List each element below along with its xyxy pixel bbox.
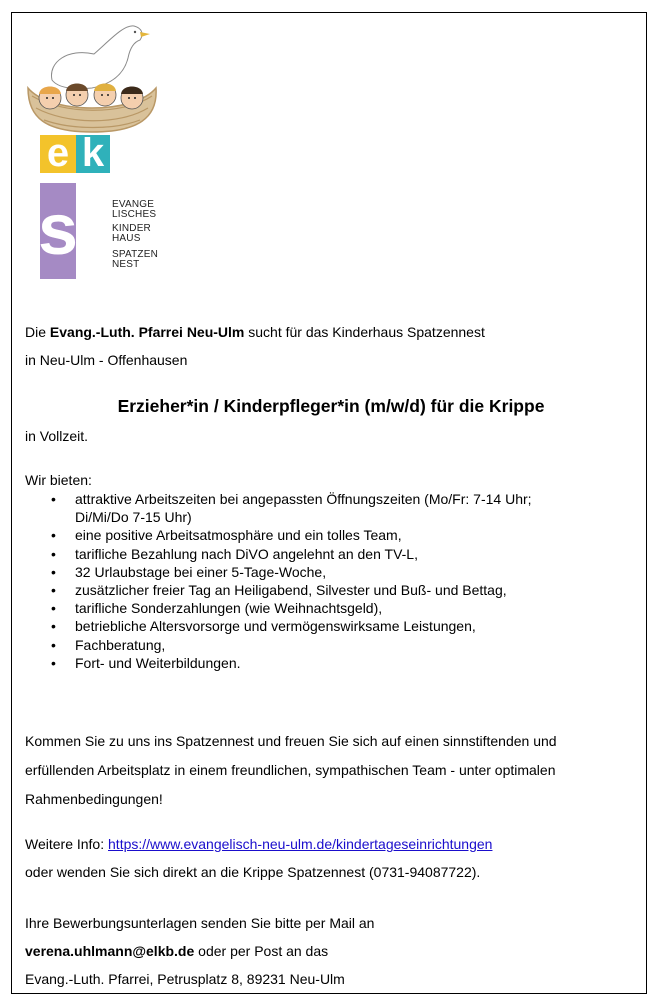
- kindertageseinrichtungen-link[interactable]: https://www.evangelisch-neu-ulm.de/kindertageseinrichtungen: [108, 836, 493, 852]
- list-item: • Fort- und Weiterbildungen.: [51, 654, 241, 671]
- job-title-heading: Erzieher*in / Kinderpfleger*in (m/w/d) für die Krippe: [117, 396, 545, 416]
- logo-text-spatzennest: SPATZEN NEST: [112, 249, 159, 270]
- logo-text-kinderhaus: KINDER HAUS: [112, 223, 151, 244]
- benefits-list: [25, 490, 625, 672]
- dove-icon: [51, 26, 142, 89]
- logo-letter-s: s: [37, 190, 79, 270]
- logo-letter-e: e: [46, 131, 70, 175]
- info-paragraph: [25, 830, 635, 886]
- postal-address: Evang.-Luth. Pfarrei, Petrusplatz 8, 89231 Neu-Ulm: [25, 971, 345, 987]
- list-item: • tarifliche Bezahlung nach DiVO angelehnt an den TV-L,: [51, 545, 418, 562]
- list-item: • eine positive Arbeitsatmosphäre und ein tolles Team,: [51, 527, 402, 544]
- intro-line-1: Die Evang.-Luth. Pfarrei Neu-Ulm sucht für das Kinderhaus Spatzennest: [25, 324, 485, 340]
- logo-letter-k: k: [81, 131, 105, 175]
- list-item: • 32 Urlaubstage bei einer 5-Tage-Woche,: [51, 563, 327, 580]
- list-item: • Fachberatung,: [51, 636, 166, 653]
- list-item: • zusätzlicher freier Tag an Heiligabend, Silvester und Buß- und Bettag,: [51, 582, 507, 599]
- closing-paragraph: Kommen Sie zu uns ins Spatzennest und freuen Sie sich auf einen sinnstiftenden und erfüllenden Arbeitsplatz in einem freundlichen, sympathischen Team - unter optimalen Rahmenbedingungen!: [25, 733, 557, 807]
- kinderhaus-logo: [22, 18, 162, 283]
- application-paragraph: Ihre Bewerbungsunterlagen senden Sie bitte per Mail an verena.uhlmann@elkb.de oder per Post an das Evang.-Luth. Pfarrei, Petrusplatz 8, 89231 Neu-Ulm: [25, 909, 635, 993]
- list-item: • betriebliche Altersvorsorge und vermögenswirksame Leistungen,: [51, 618, 476, 635]
- organization-name: Evang.-Luth. Pfarrei Neu-Ulm: [49, 324, 245, 340]
- logo-text-evangelisches: EVANGE LISCHES: [112, 199, 157, 220]
- application-email[interactable]: verena.uhlmann@elkb.de: [25, 943, 195, 959]
- intro-line-2: in Neu-Ulm - Offenhausen: [25, 352, 188, 368]
- benefits-heading: Wir bieten:: [25, 472, 92, 488]
- employment-type: in Vollzeit.: [25, 428, 89, 444]
- list-item: • attraktive Arbeitszeiten bei angepassten Öffnungszeiten (Mo/Fr: 7-14 Uhr;: [51, 491, 532, 507]
- intro-paragraph: [25, 318, 635, 374]
- list-item-continuation: Di/Mi/Do 7-15 Uhr): [75, 509, 192, 526]
- info-label: Weitere Info:: [25, 836, 109, 852]
- contact-line: oder wenden Sie sich direkt an die Krippe Spatzennest (0731-94087722).: [25, 864, 481, 880]
- list-item: • tarifliche Sonderzahlungen (wie Weihnachtsgeld),: [51, 600, 383, 617]
